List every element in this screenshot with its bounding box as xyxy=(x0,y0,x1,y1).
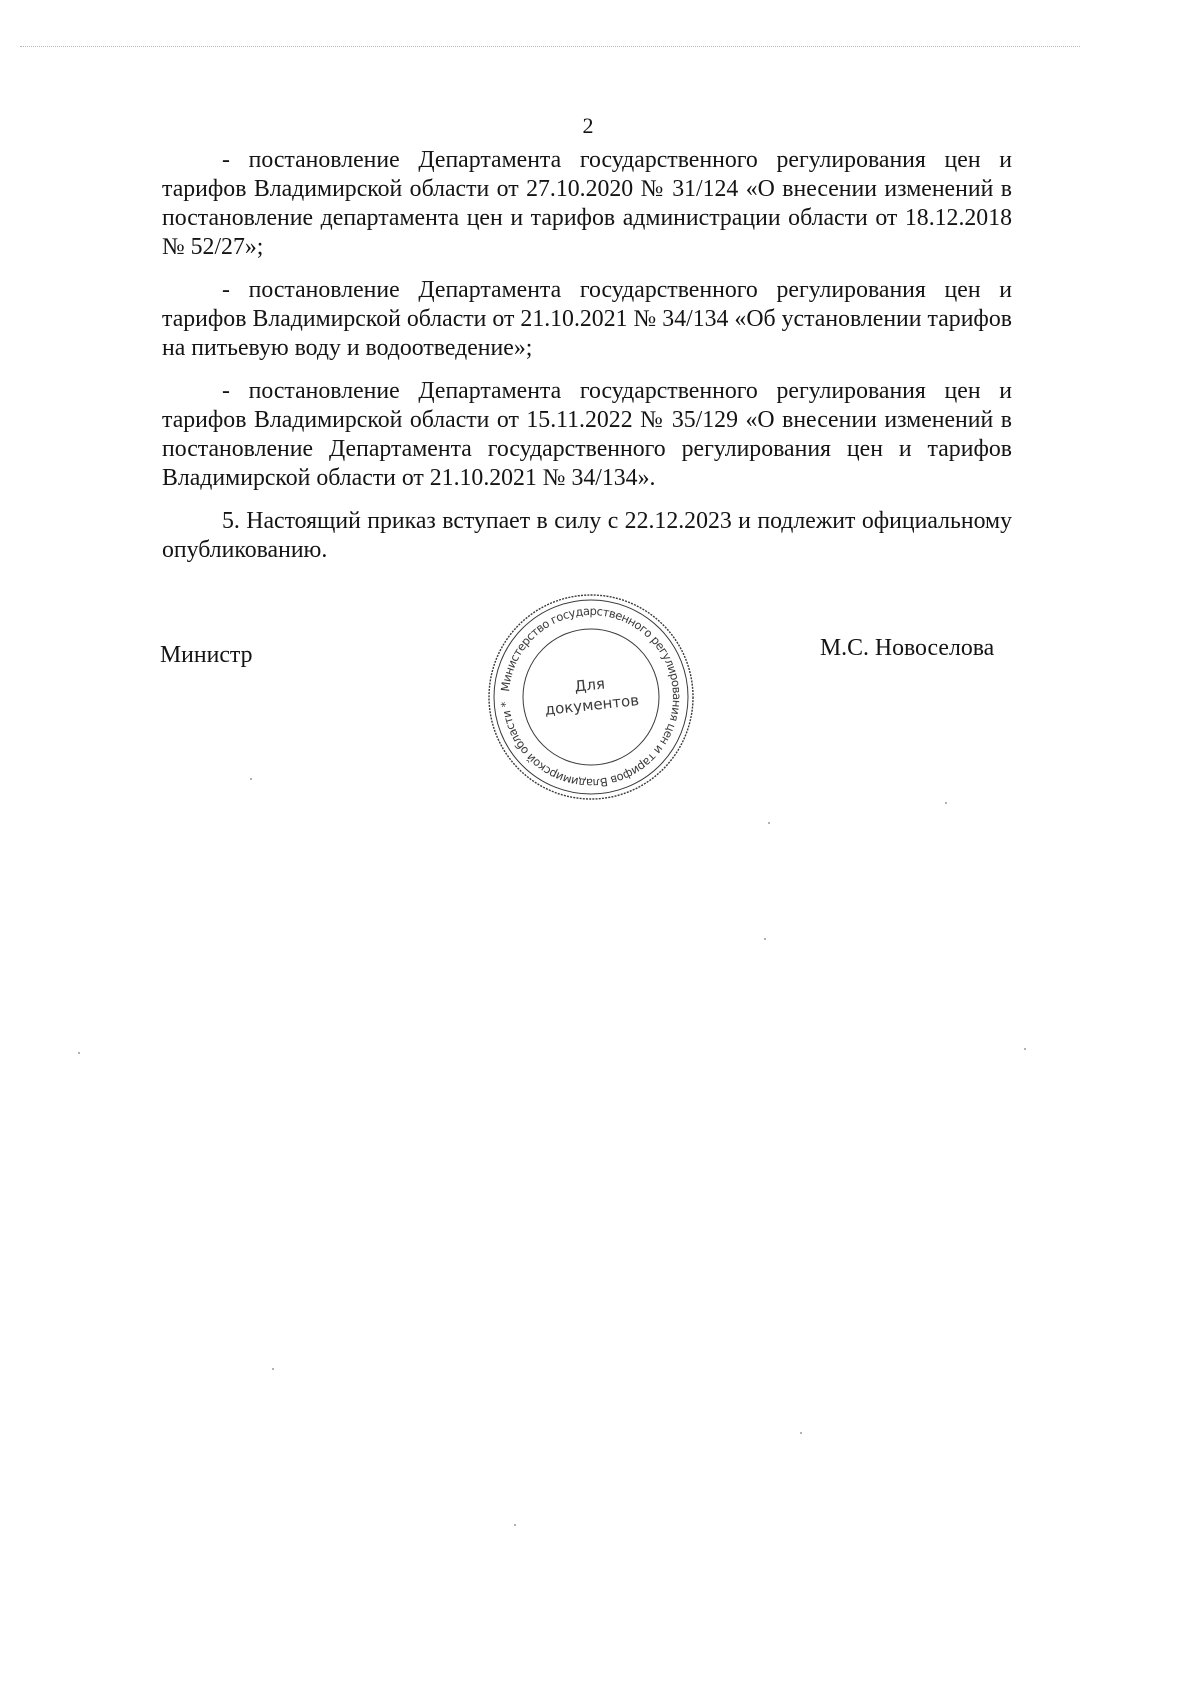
scan-speck xyxy=(514,1524,516,1526)
scan-speck xyxy=(1024,1048,1026,1050)
seal-center-line-2: документов xyxy=(543,691,640,719)
document-body xyxy=(162,146,1012,579)
page-number: 2 xyxy=(582,113,594,138)
seal-center-line-1: Для xyxy=(573,674,606,696)
paragraph-resolution-2: - постановление Департамента государственного регулирования цен и тарифов Владимирской области от 21.10.2021 № 34/134 «Об установлении тарифов на питьевую воду и водоотведение»; xyxy=(162,277,1012,361)
signature-name: М.С. Новоселова xyxy=(820,635,995,661)
scan-speck xyxy=(945,802,947,804)
scan-speck xyxy=(272,1368,274,1370)
scan-speck xyxy=(250,778,252,780)
official-seal xyxy=(486,592,696,802)
scan-speck xyxy=(764,938,766,940)
scan-speck xyxy=(78,1052,80,1054)
paragraph-resolution-1: - постановление Департамента государственного регулирования цен и тарифов Владимирской области от 27.10.2020 № 31/124 «О внесении изменений в постановление департамента цен и тарифов администрации области от 18.12.2018 № 52/27»; xyxy=(162,147,1012,260)
scan-edge-line xyxy=(20,46,1080,47)
seal-ring-text: Министерство государственного регулирования цен и тарифов Владимирской области * xyxy=(498,603,685,791)
paragraph-effective-date: 5. Настоящий приказ вступает в силу с 22.12.2023 и подлежит официальному опубликованию. xyxy=(162,508,1012,563)
signature-title: Министр xyxy=(160,642,253,668)
scan-speck xyxy=(768,822,770,824)
scan-speck xyxy=(800,1432,802,1434)
paragraph-resolution-3: - постановление Департамента государственного регулирования цен и тарифов Владимирской области от 15.11.2022 № 35/129 «О внесении изменений в постановление Департамента государственного регулирования цен и тарифов Владимирской области от 21.10.2021 № 34/134». xyxy=(162,378,1012,491)
